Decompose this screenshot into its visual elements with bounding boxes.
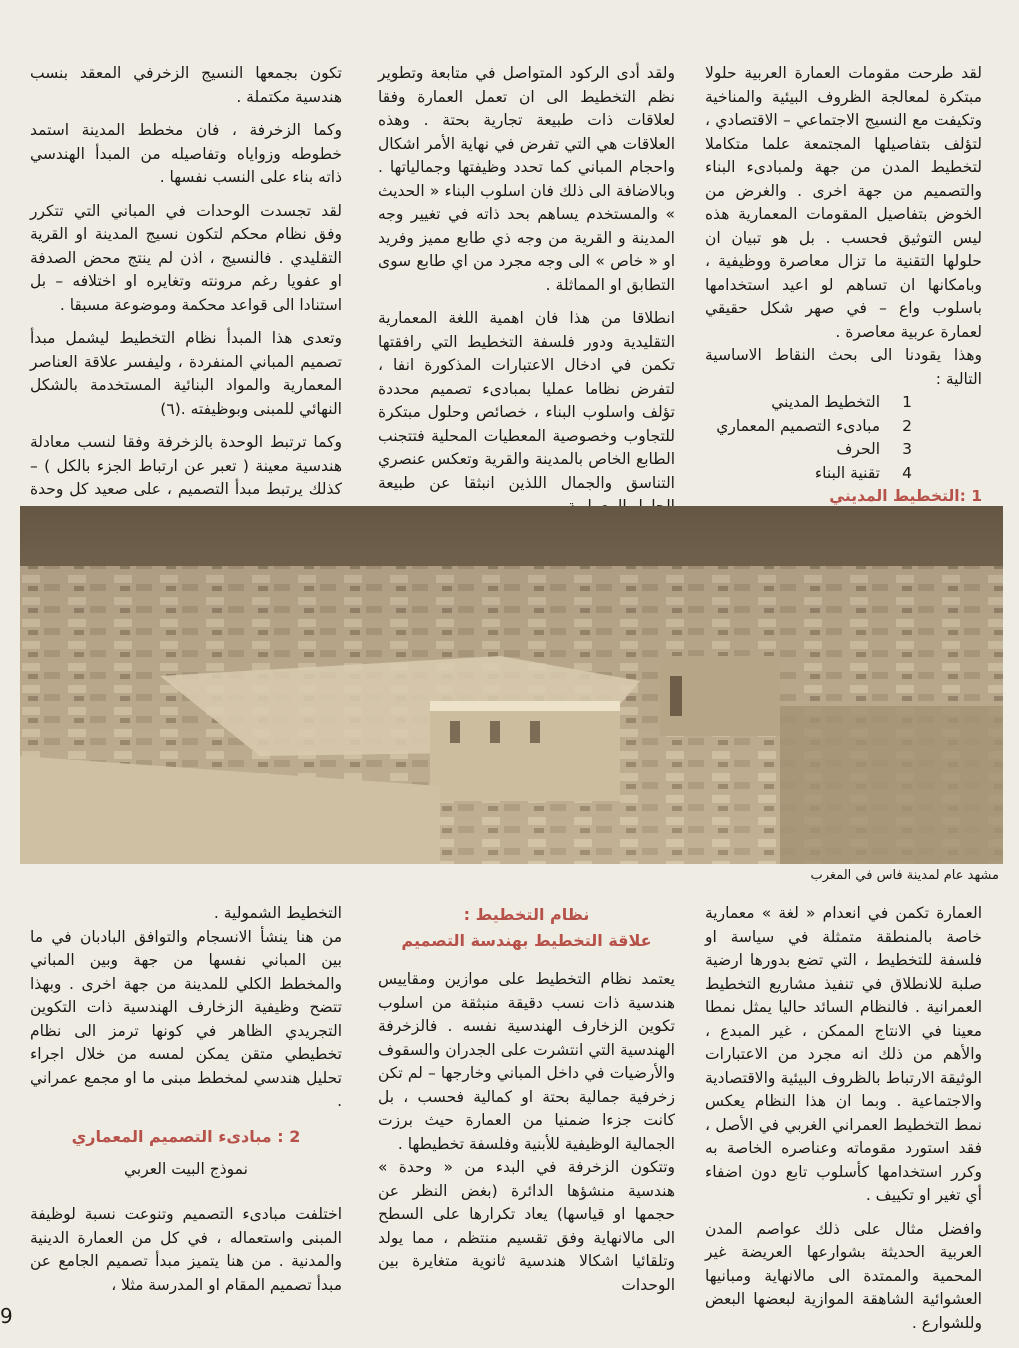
page-number: 9	[0, 1304, 13, 1328]
list-item: 2 مبادىء التصميم المعماري	[716, 416, 912, 435]
section-subheading: نموذج البيت العربي	[124, 1159, 248, 1178]
city-photo	[20, 506, 1003, 864]
paragraph: العمارة تكمن في انعدام « لغة » معمارية خاصة بالمنطقة متمثلة في سياسة او فلسفة للتخطيط ، التي تضع بدورها ارضية صلبة للانطلاق في تنفيذ مشاريع التخطيط العمرانية . فالنظام السائد حاليا يمثل نمطا معينا في الانتاج الممكن ، غير المبدع ، والأهم من ذلك انه مجرد من الاعتبارات الوثيقة الارتباط بالظروف البيئية والاقتصادية والاجتماعية . وبما ان هذا النظام يعكس نمط التخطيط العمراني الغربي في الأصل ، فقد استورد مقوماته وعناصره الخاصة به وكرر استخدامها كأسلوب تابع دون اضفاء أي تغير او تكييف .	[705, 904, 982, 1204]
column-middle-bottom	[378, 902, 675, 1297]
paragraph: التخطيط الشمولية .	[213, 904, 342, 922]
paragraph: وكما الزخرفة ، فان مخطط المدينة استمد خطوطه وزواياه وتفاصيله من المبدأ الهندسي ذاته بناء على النسب نفسها .	[30, 121, 342, 186]
paragraph: تكون بجمعها النسيج الزخرفي المعقد بنسب هندسية مكتملة .	[30, 64, 342, 106]
paragraph: لقد تجسدت الوحدات في المباني التي تتكرر وفق نظام محكم لتكون نسيج المدينة او القرية التقليدي . فالنسيج ، اذن لم ينتج محض الصدفة او عفويا رغم مرونته وتغايره او اختلافه – بل استنادا الى قواعد محكمة وموضوعة مسبقا .	[30, 201, 342, 314]
column-middle-top	[378, 62, 675, 502]
paragraph: وتعدى هذا المبدأ نظام التخطيط ليشمل مبدأ تصميم المباني المنفردة ، وليفسر علاقة العناصر المعمارية والمواد البنائية المستخدمة بالشكل النهائي للمبنى وبوظيفته .(٦)	[30, 329, 342, 418]
paragraph: اختلفت مبادىء التصميم وتنوعت نسبة لوظيفة المبنى واستعماله ، في كل من العمارة الدينية والمدنية . من هنا يتميز مبدأ تصميم الجامع عن مبدأ تصميم المقام او المدرسة مثلا ،	[30, 1205, 342, 1294]
points-list	[705, 391, 982, 485]
list-item: 3 الحرف	[836, 440, 912, 458]
column-right-top	[705, 62, 982, 505]
list-item: 4 تقنية البناء	[814, 463, 912, 482]
paragraph: وكما ترتبط الوحدة بالزخرفة وفقا لنسب معادلة هندسية معينة ( تعبر عن ارتباط الجزء بالكل ) – كذلك يرتبط مبدأ التصميم ، على صعيد كل وحدة	[30, 433, 342, 498]
column-left-bottom	[30, 902, 342, 1297]
section-subheading: علاقة التخطيط بهندسة التصميم	[401, 931, 652, 950]
section-heading: 1 :التخطيط المديني	[829, 487, 982, 505]
column-right-bottom	[705, 902, 982, 1332]
photo-caption: مشهد عام لمدينة فاس في المغرب	[810, 868, 999, 883]
list-item: 1 التخطيط المديني	[771, 393, 912, 411]
paragraph: وافضل مثال على ذلك عواصم المدن العربية الحديثة بشوارعها العريضة غير المحمية والممتدة الى مالانهاية ومبانيها العشوائية الشاهقة الموازية لبعضها البعض وللشوارع .	[705, 1219, 982, 1332]
section-heading: نظام التخطيط :	[463, 905, 590, 924]
paragraph: انطلاقا من هذا فان اهمية اللغة المعمارية التقليدية ودور فلسفة التخطيط التي رافقتها تكمن في ادخال الاعتبارات المذكورة انفا ، لتفرض نظاما عمليا بمبادىء تصميم محددة تؤلف واسلوب البناء ، خصائص وحلول مبتكرة للتجاوب وخصوصية المعطيات المحلية فتتجنب الطابع الخاص بالمدينة والقرية وتعكس عنصري التناسق والجمال اللذين انبثقا عن طبيعة	[378, 309, 675, 492]
paragraph: يعتمد نظام التخطيط على موازين ومقاييس هندسية ذات نسب دقيقة منبثقة من اسلوب تكوين الزخارف الهندسية نفسه . فالزخرفة الهندسية التي انتشرت على الجدران والسقوف والأرضيات في داخل المباني وخارجها – لم تكن زخرفية جمالية بحتة او كمالية فحسب ، بل كانت جزءا ضمنيا من العمارة حيث برزت الجمالية الوظيفية للأبنية وفلسفة تخطيطها .	[378, 970, 675, 1153]
column-left-top	[30, 62, 342, 502]
paragraph: وهذا يقودنا الى بحث النقاط الاساسية التالية :	[705, 346, 982, 388]
paragraph: وتتكون الزخرفة في البدء من « وحدة » هندسية منشؤها الدائرة (بغض النظر عن حجمها او قياسها) يعاد تكرارها على السطح الى مالانهاية وفق تقسيم منتظم ، مما يولد وتلقائيا اشكالا هندسية ثانوية متغايرة بين الوحدات	[378, 1158, 675, 1294]
paragraph: ولقد أدى الركود المتواصل في متابعة وتطوير نظم التخطيط الى ان تعمل العمارة وفقا لعلاقات ذات طبيعة تجارية بحتة . وهذه العلاقات هي التي تفرض في نهاية الأمر اشكال واحجام المباني كما تحدد وظيفتها وجمالياتها . وبالاضافة الى ذلك فان اسلوب البناء « الحديث » والمستخدم يساهم بحد ذاته في تغيير وجه المدينة و القرية من وجه ذي طابع مميز وفريد او « خاص » الى وجه مجرد من اي طابع سوى التطابق او المماثلة .	[378, 64, 675, 294]
section-heading: 2 : مبادىء التصميم المعماري	[71, 1126, 301, 1146]
paragraph: لقد طرحت مقومات العمارة العربية حلولا مبتكرة لمعالجة الظروف البيئية والمناخية وتكيفت مع النسيج الاجتماعي – الاقتصادي ، لتؤلف بتفاصيلها المجتمعة علما متكاملا لتخطيط المدن من جهة ولمبادىء البناء والتصميم من جهة اخرى . والغرض من الخوض بتفاصيل المقومات المعمارية هذه ليس التوثيق فحسب . بل هو تبيان ان حلولها التقنية ما تزال معاصرة ووظيفية ، وبامكانها ان تساهم لو اعيد استخدامها باسلوب واع – في صهر شكل حقيقي لعمارة عربية معاصرة .	[705, 64, 982, 341]
paragraph: من هنا ينشأ الانسجام والتوافق البادبان في ما بين المباني نفسها من جهة وبين المباني والمخطط الكلي للمدينة من جهة اخرى . وبهذا تتضح وظيفية الزخارف الهندسية ذات التكوين التجريدي الظاهر في كونها ترمز الى نظام تخطيطي متقن يمكن لمسه من خلال اجراء تحليل هندسي لمخطط مبنى ما او مجمع عمراني .	[30, 927, 342, 1110]
